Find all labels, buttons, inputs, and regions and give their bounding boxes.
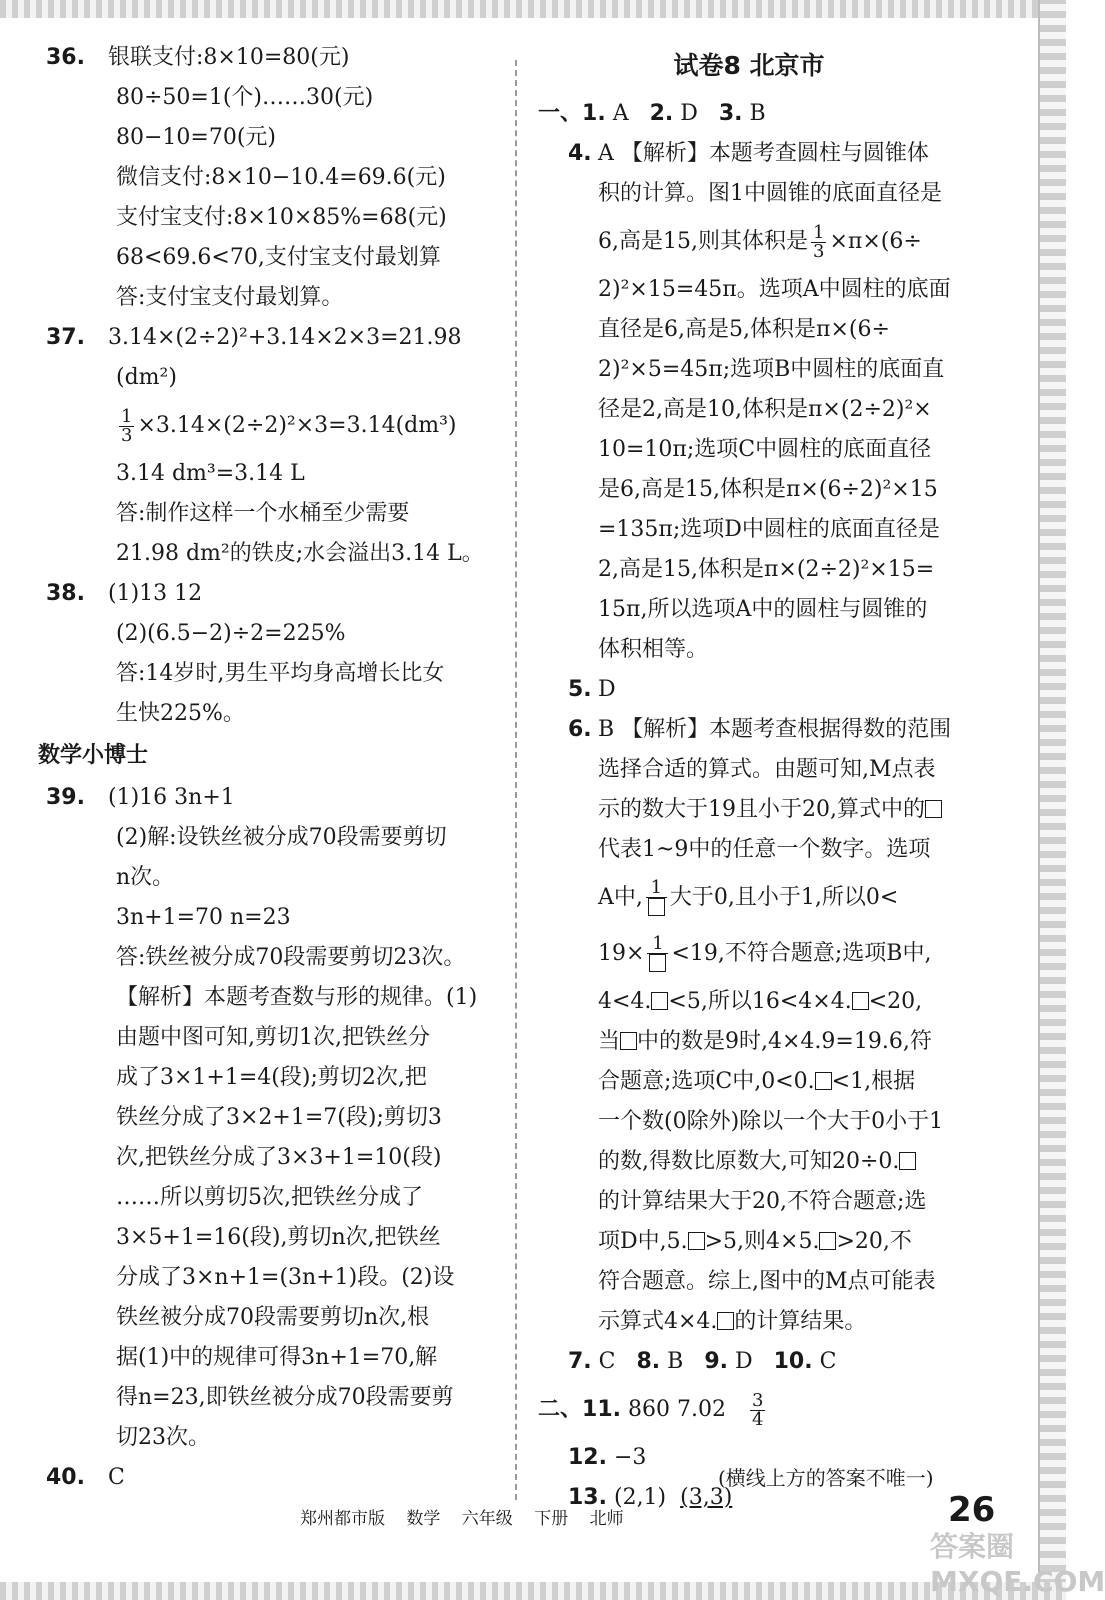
blank-box — [819, 1232, 836, 1250]
analysis-line: 15π,所以选项A中的圆柱与圆锥的 — [598, 597, 928, 622]
analysis-line: 径是2,高是10,体积是π×(2÷2)²× — [598, 397, 932, 422]
fraction: $\frac{1}{3}$ — [121, 405, 133, 446]
question-37 — [38, 318, 498, 574]
answers-7-10: 7. C 8. B 9. D 10. C — [568, 1349, 837, 1374]
answer: C — [108, 1465, 125, 1490]
question-39 — [38, 778, 498, 1458]
analysis-line: 次,把铁丝分成了3×3+1=10(段) — [116, 1145, 442, 1170]
answer-line: (2)解:设铁丝被分成70段需要剪切 — [116, 825, 447, 850]
analysis-line: 当 中的数是9时,4×4.9=19.6,符 — [598, 1029, 932, 1054]
right-column — [538, 38, 990, 1518]
section-heading: 数学小博士 — [38, 743, 149, 768]
decorative-bottom-border — [0, 1582, 1066, 1600]
fraction: 1 — [647, 935, 668, 974]
blank-box — [648, 898, 665, 916]
footer-text: 郑州都市版 数学 六年级 下册 北师 — [300, 1509, 624, 1529]
analysis-line: ……所以剪切5次,把铁丝分成了 — [116, 1185, 423, 1210]
answer-line: 答:14岁时,男生平均身高增长比女 — [116, 661, 445, 686]
answer-line: 21.98 dm²的铁皮;水会溢出3.14 L。 — [116, 541, 484, 566]
answer-note: (横线上方的答案不唯一) — [718, 1466, 934, 1490]
analysis-line: 体积相等。 — [598, 637, 709, 662]
analysis-line: 分成了3×n+1=(3n+1)段。(2)设 — [116, 1265, 455, 1290]
answer-line: 3n+1=70 n=23 — [116, 905, 291, 930]
analysis-line: 一个数(0除外)除以一个大于0小于1 — [598, 1109, 944, 1134]
question-number: 40. — [46, 1465, 85, 1490]
question-6: 6. B 【解析】本题考查根据得数的范围 选择合适的算式。由题可知,M点表 示的数大于19且小于20,算式中的 代表1~9中的任意一个数字。选项 A中, 1 大于0,且小于1,所以0< 19× 1 <19,不符合题意;选项B中, 4<4. <5,所以16<4×4. <20, 当 中的数是9时,4×4.9=19.6,符 合题意;选项C中,0<0. <1,根据 一个数(0除外)除以一个大于0小于1 的数,得数比原数大,可知20÷0. 的计算结果大于20,不符合题意;选 项D中,5. >5,则4×5. >20,不 符合题意。综上,图中的M点可能表 示算式4×4. 的计算结果。 — [538, 710, 990, 1342]
blank-box — [651, 992, 668, 1010]
analysis-line: 铁丝分成了3×2+1=7(段);剪切3 — [116, 1105, 442, 1130]
analysis-line: 的计算结果大于20,不符合题意;选 — [598, 1189, 927, 1214]
analysis-line: 符合题意。综上,图中的M点可能表 — [598, 1269, 936, 1294]
analysis-line: 10=10π;选项C中圆柱的底面直径 — [598, 437, 932, 462]
blank-box — [717, 1312, 734, 1330]
analysis-line: 由题中图可知,剪切1次,把铁丝分 — [116, 1025, 430, 1050]
blank-box — [620, 1032, 637, 1050]
answer-line: (dm²) — [116, 365, 177, 390]
question-38 — [38, 574, 498, 734]
blank-box — [899, 1152, 916, 1170]
analysis-line: 得n=23,即铁丝被分成70段需要剪 — [116, 1385, 454, 1410]
analysis-line: 3×5+1=16(段),剪切n次,把铁丝 — [116, 1225, 441, 1250]
answer-line: 80÷50=1(个)……30(元) — [116, 85, 374, 110]
analysis-line: 示的数大于19且小于20,算式中的 — [538, 790, 990, 830]
analysis-line: 6,高是15,则其体积是 $\frac{1}{3}$ ×π×(6÷ — [598, 221, 922, 262]
analysis-line: 铁丝被分成70段需要剪切n次,根 — [116, 1305, 430, 1330]
analysis-line: 代表1~9中的任意一个数字。选项 — [598, 837, 931, 862]
watermark-logo: 答案圈 MXQE.COM — [930, 1530, 1105, 1598]
blank-box — [815, 1072, 832, 1090]
answers-1-3: 一、1. A 2. D 3. B — [538, 101, 766, 126]
page-number: 26 — [948, 1490, 996, 1530]
analysis-line: 直径是6,高是5,体积是π×(6÷ — [598, 317, 890, 342]
question-40 — [38, 1458, 498, 1498]
fraction: $\frac{1}{3}$ — [812, 221, 825, 262]
answer-line: (1)13 12 — [108, 581, 203, 606]
answer-line: 80−10=70(元) — [116, 125, 277, 150]
analysis-line: 项D中,5. >5,则4×5. >20,不 — [598, 1229, 912, 1254]
analysis-line: 成了3×1+1=4(段);剪切2次,把 — [116, 1065, 427, 1090]
analysis-line: 示算式4×4. 的计算结果。 — [598, 1309, 867, 1334]
question-4: 4. A 【解析】本题考查圆柱与圆锥体 积的计算。图1中圆锥的底面直径是 6,高是15,则其体积是 $\frac{1}{3}$ ×π×(6÷ 2)²×15=45π。选项A中圆柱的底面 直径是6,高是5,体积是π×(6÷ 2)²×5=45π;选项B中圆柱的底面直 径是2,高是10,体积是π×(2÷2)²× 10=10π;选项C中圆柱的底面直径 是6,高是15,体积是π×(6÷2)²×15 =135π;选项D中圆柱的底面直径是 2,高是15,体积是π×(2÷2)²×15= 15π,所以选项A中的圆柱与圆锥的 体积相等。 — [538, 134, 990, 670]
answer-line: 答:制作这样一个水桶至少需要 — [116, 501, 410, 526]
answer-line: (2)(6.5−2)÷2=225% — [116, 621, 346, 646]
analysis-line: 4<4. <5,所以16<4×4. <20, — [598, 989, 923, 1014]
blank-box — [688, 1232, 705, 1250]
left-column — [38, 38, 498, 1498]
question-number: 38. — [46, 581, 85, 606]
question-13: 13. (2,1) (3,3) — [568, 1485, 733, 1510]
paper-title: 试卷8 北京市 — [673, 51, 825, 80]
question-12: 12. −3 — [568, 1445, 647, 1470]
analysis-line: 【解析】本题考查数与形的规律。(1) — [116, 985, 478, 1010]
analysis-line: 2)²×15=45π。选项A中圆柱的底面 — [598, 277, 951, 302]
analysis-line: 的数,得数比原数大,可知20÷0. — [538, 1142, 990, 1182]
answer-line: 答:铁丝被分成70段需要剪切23次。 — [116, 945, 466, 970]
answer-line: $\frac{1}{3}$ ×3.14×(2÷2)²×3=3.14(dm³) — [121, 405, 457, 446]
answer-line: 3.14 dm³=3.14 L — [116, 461, 305, 486]
question-number: 36. — [46, 45, 85, 70]
analysis-line: =135π;选项D中圆柱的底面直径是 — [598, 517, 940, 542]
analysis-line: 切23次。 — [116, 1425, 210, 1450]
fraction: $\frac{3}{4}$ — [751, 1389, 764, 1430]
question-11: 二、11. 860 7.02 $\frac{3}{4}$ — [538, 1389, 764, 1430]
analysis-line: 是6,高是15,体积是π×(6÷2)²×15 — [598, 477, 938, 502]
answer-line: 68<69.6<70,支付宝支付最划算 — [116, 245, 441, 270]
blank-box — [925, 800, 942, 818]
analysis-line: 2)²×5=45π;选项B中圆柱的底面直 — [598, 357, 945, 382]
analysis-line: A中, 1 大于0,且小于1,所以0< — [538, 870, 990, 926]
blank-box — [649, 954, 666, 972]
analysis-line: 19× 1 <19,不符合题意;选项B中, — [538, 926, 990, 982]
answer-line: 微信支付:8×10−10.4=69.6(元) — [116, 165, 446, 190]
analysis-line: 合题意;选项C中,0<0. <1,根据 — [598, 1069, 916, 1094]
answer-line: n次。 — [116, 865, 175, 890]
answer-line: (1)16 3n+1 — [108, 785, 235, 810]
fraction: 1 — [646, 879, 667, 918]
answer-line: 支付宝支付:8×10×85%=68(元) — [116, 205, 447, 230]
question-number: 6. — [568, 717, 592, 742]
answer-line: 3.14×(2÷2)²+3.14×2×3=21.98 — [108, 325, 462, 350]
analysis-line: 积的计算。图1中圆锥的底面直径是 — [598, 181, 942, 206]
decorative-right-border — [1038, 0, 1066, 1600]
question-number: 37. — [46, 325, 85, 350]
question-36 — [38, 38, 498, 318]
question-number: 4. — [568, 141, 592, 166]
analysis-line: 据(1)中的规律可得3n+1=70,解 — [116, 1345, 438, 1370]
question-5: 5. D — [568, 677, 616, 702]
question-number: 39. — [46, 785, 85, 810]
column-divider — [515, 60, 517, 1500]
blank-box — [852, 992, 869, 1010]
answer-line: 生快225%。 — [116, 701, 245, 726]
decorative-top-border — [0, 0, 1066, 18]
analysis-line: 选择合适的算式。由题可知,M点表 — [598, 757, 936, 782]
answer-line: 答:支付宝支付最划算。 — [116, 285, 344, 310]
answer-line: 银联支付:8×10=80(元) — [108, 45, 350, 70]
analysis-line: 2,高是15,体积是π×(2÷2)²×15= — [598, 557, 935, 582]
